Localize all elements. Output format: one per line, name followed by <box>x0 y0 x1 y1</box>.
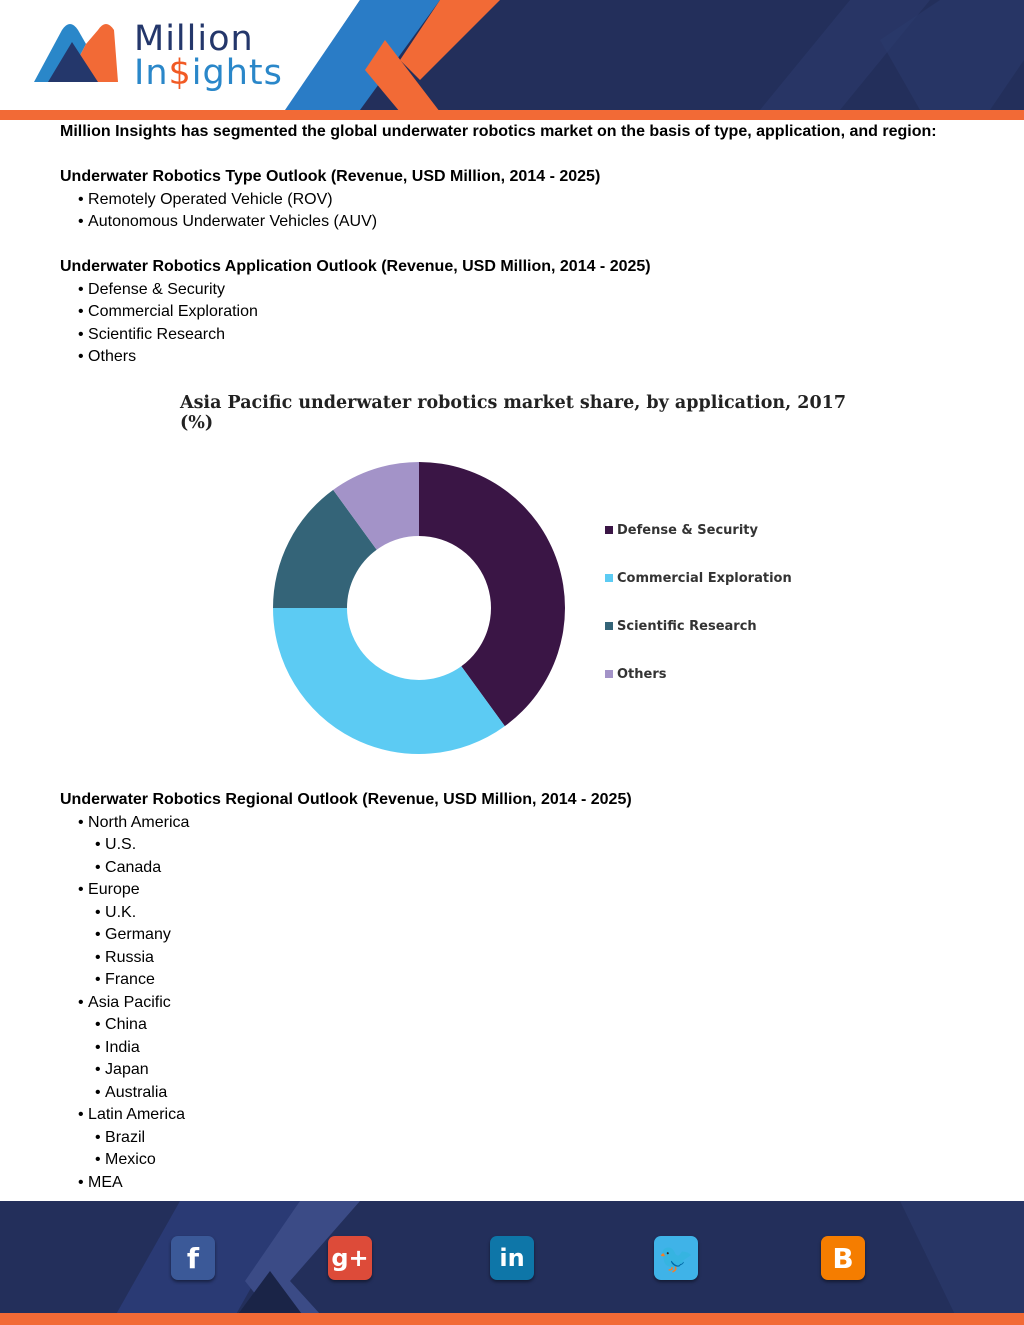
intro-text: Million Insights has segmented the global underwater robotics market on the basis of type, application, and region: <box>60 123 937 140</box>
sub-list-item: • Canada <box>60 857 980 880</box>
list-item: • Latin America <box>60 1104 980 1127</box>
legend-swatch <box>605 622 613 630</box>
list-item: • Autonomous Underwater Vehicles (AUV) <box>60 211 980 234</box>
legend-swatch <box>605 670 613 678</box>
sub-list-item: • India <box>60 1037 980 1060</box>
regional-outlook-heading: Underwater Robotics Regional Outlook (Revenue, USD Million, 2014 - 2025) <box>60 791 632 808</box>
sub-list-item: • Australia <box>60 1082 980 1105</box>
million-insights-logo-icon <box>28 20 128 100</box>
sub-list-item: • France <box>60 969 980 992</box>
list-item: • Scientific Research <box>60 324 980 347</box>
twitter-glyph: 🐦 <box>658 1241 694 1275</box>
linkedin-icon[interactable] <box>490 1236 534 1280</box>
type-outlook-list <box>60 189 980 234</box>
donut-chart <box>250 440 810 770</box>
blogger-glyph: B <box>832 1241 854 1275</box>
google-plus-icon[interactable] <box>328 1236 372 1280</box>
legend-label: Others <box>617 667 667 682</box>
list-item: • Commercial Exploration <box>60 301 980 324</box>
sub-list-item: • China <box>60 1014 980 1037</box>
donut-slice-commercial-exploration <box>273 608 505 754</box>
chart-title: Asia Pacific underwater robotics market share, by application, 2017 (%) <box>180 393 846 433</box>
type-outlook-heading: Underwater Robotics Type Outlook (Revenue, USD Million, 2014 - 2025) <box>60 168 601 185</box>
list-item: • Defense & Security <box>60 279 980 302</box>
legend-swatch <box>605 574 613 582</box>
application-outlook-heading: Underwater Robotics Application Outlook (Revenue, USD Million, 2014 - 2025) <box>60 258 651 275</box>
linkedin-glyph: in <box>499 1244 525 1272</box>
logo-line-1: Million <box>134 19 254 59</box>
legend-label: Defense & Security <box>617 523 758 538</box>
twitter-icon[interactable] <box>654 1236 698 1280</box>
legend-label: Commercial Exploration <box>617 571 792 586</box>
facebook-glyph: f <box>186 1241 200 1275</box>
list-item: • Asia Pacific <box>60 992 980 1015</box>
blogger-icon[interactable] <box>821 1236 865 1280</box>
sub-list-item: • U.K. <box>60 902 980 925</box>
list-item: • Europe <box>60 879 980 902</box>
report-content <box>60 121 980 391</box>
legend-swatch <box>605 526 613 534</box>
list-item: • Others <box>60 346 980 369</box>
list-item: • Remotely Operated Vehicle (ROV) <box>60 189 980 212</box>
logo-line-2: In$ights <box>134 53 283 93</box>
sub-list-item: • U.S. <box>60 834 980 857</box>
sub-list-item: • Mexico <box>60 1149 980 1172</box>
facebook-icon[interactable] <box>171 1236 215 1280</box>
list-item: • North America <box>60 812 980 835</box>
logo-wordmark <box>134 19 283 93</box>
legend-label: Scientific Research <box>617 619 757 634</box>
list-item: • MEA <box>60 1172 980 1195</box>
sub-list-item: • Russia <box>60 947 980 970</box>
page-header <box>0 0 1024 120</box>
regional-outlook-list <box>60 812 980 1195</box>
sub-list-item: • Brazil <box>60 1127 980 1150</box>
application-outlook-list <box>60 279 980 369</box>
sub-list-item: • Japan <box>60 1059 980 1082</box>
sub-list-item: • Germany <box>60 924 980 947</box>
google-plus-glyph: g+ <box>331 1244 369 1272</box>
regional-outlook-section <box>60 789 980 1217</box>
